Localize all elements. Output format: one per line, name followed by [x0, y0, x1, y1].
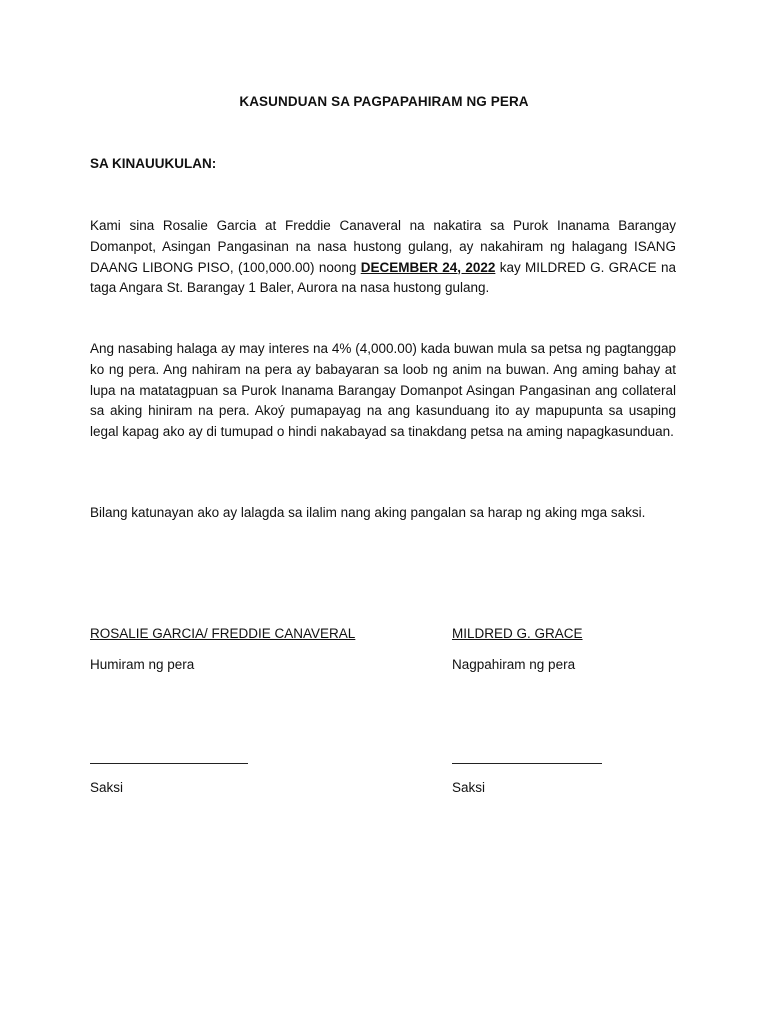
borrower-role: Humiram ng pera	[90, 657, 195, 672]
witness-label-left: Saksi	[90, 780, 124, 795]
salutation: SA KINAUUKULAN:	[90, 156, 217, 171]
witness-signature-line-right	[452, 763, 602, 764]
witness-label-right: Saksi	[452, 780, 486, 795]
document-title: KASUNDUAN SA PAGPAPAHIRAM NG PERA	[239, 94, 529, 109]
paragraph-attestation: Bilang katunayan ako ay lalagda sa ilalim nang aking pangalan sa harap ng aking mga saksi.	[90, 505, 646, 520]
lender-name: MILDRED G. GRACE	[452, 626, 583, 641]
witness-signature-line-left	[90, 763, 248, 764]
paragraph-loan-text-after-date: kay MILDRED G. GRACE na taga Angara St. Barangay 1 Baler, Aurora na nasa hustong gulang.	[90, 259, 676, 296]
paragraph-terms: Ang nasabing halaga ay may interes na 4% (4,000.00) kada buwan mula sa petsa ng pagtanggap ko ng pera. Ang nahiram na pera ay babayaran sa loob ng anim na buwan. Ang aming bahay at lupa na matatagpuan sa Purok Inanama Barangay Domanpot Asingan Pangasinan ang collateral sa aking hiniram na pera. Akoý pumapayag na ang kasunduang ito ay mapupunta sa usaping legal kapag ako ay di tumupad o hindi nakabayad sa tinakdang petsa na aming napagkasunduan.	[90, 341, 676, 440]
paragraph-loan-text-before-date: Kami sina Rosalie Garcia at Freddie Canaveral na nakatira sa Purok Inanama Barangay Domanpot, Asingan Pangasinan na nasa hustong gulang, ay nakahiram ng halagang ISANG DAANG LIBONG PISO, (100,000.00) noong	[90, 218, 676, 275]
loan-date: DECEMBER 24, 2022	[360, 259, 496, 275]
paragraph-loan-details	[90, 216, 676, 299]
borrower-name: ROSALIE GARCIA/ FREDDIE CANAVERAL	[90, 626, 356, 641]
lender-role: Nagpahiram ng pera	[452, 657, 576, 672]
